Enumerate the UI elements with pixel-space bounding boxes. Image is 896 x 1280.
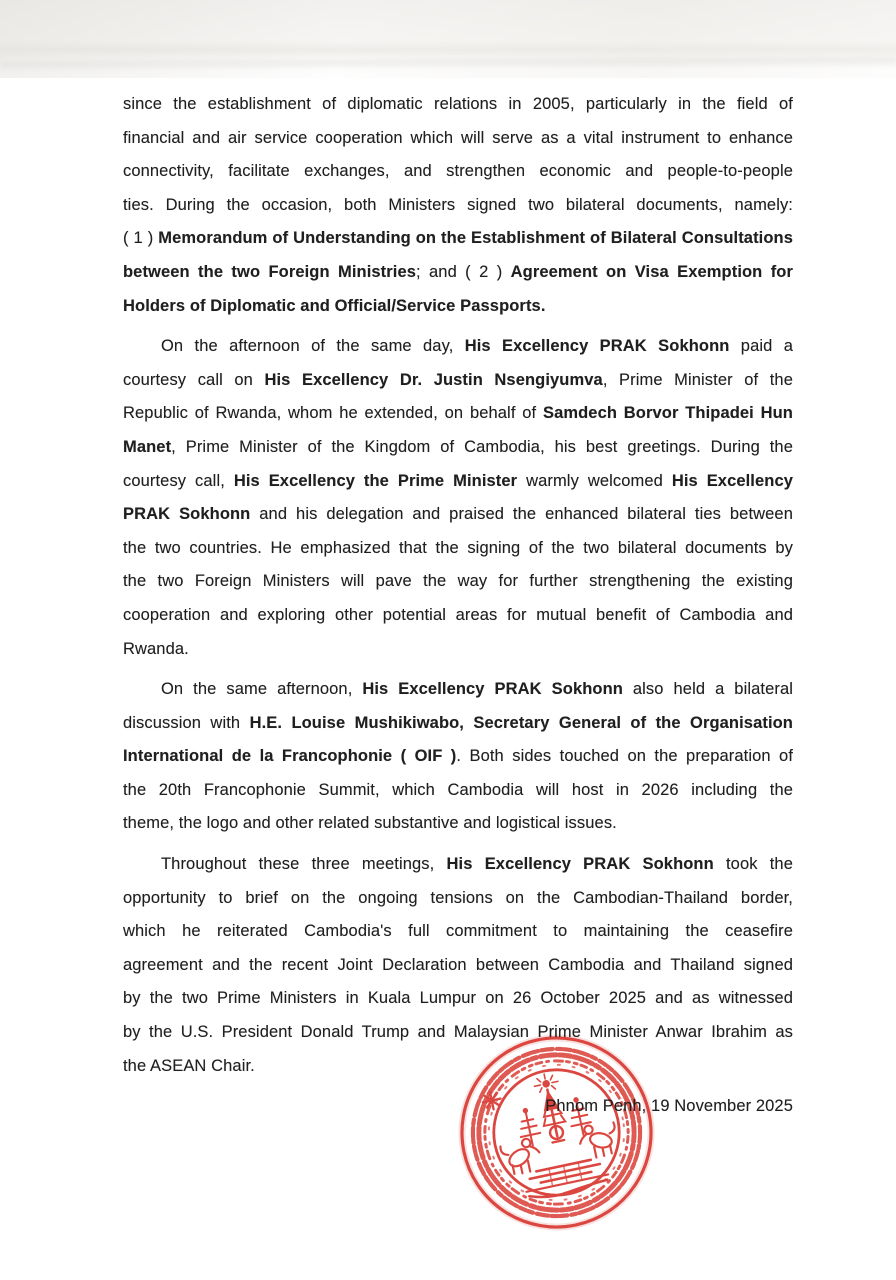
text-line — [123, 189, 793, 223]
body-text: the two Foreign Ministers will pave the way for further strengthening the existing — [123, 572, 793, 591]
body-text: theme, the logo and other related substantive and logistical issues. — [123, 814, 617, 833]
text-line — [123, 155, 793, 189]
body-text: , Prime Minister of the Kingdom of Cambodia, his best greetings. During the — [171, 437, 793, 456]
body-text: On the afternoon of the same day, — [161, 337, 465, 356]
text-line — [123, 673, 793, 707]
body-text: Republic of Rwanda, whom he extended, on behalf of — [123, 404, 543, 423]
body-text: Rwanda. — [123, 639, 189, 658]
body-text: On the same afternoon, — [161, 680, 363, 699]
body-text: since the establishment of diplomatic relations in 2005, particularly in the field of — [123, 95, 793, 113]
text-line — [123, 364, 793, 398]
text-line — [123, 982, 793, 1016]
dateline: Phnom Penh, 19 November 2025 — [545, 1097, 793, 1116]
body-text: and his delegation and praised the enhanced bilateral ties between — [250, 505, 793, 524]
body-text: . Both sides touched on the preparation of — [456, 747, 793, 766]
text-line — [123, 707, 793, 741]
body-text: financial and air service cooperation which will serve as a vital instrument to enhance — [123, 128, 793, 147]
body-text: paid a — [729, 337, 793, 356]
bold-text: International de la Francophonie ( OIF ) — [123, 747, 457, 766]
text-line — [123, 88, 793, 122]
bold-text: PRAK Sokhonn — [123, 505, 251, 524]
text-line — [123, 397, 793, 431]
body-text: the 20th Francophonie Summit, which Cambodia will host in 2026 including the — [123, 780, 793, 799]
paragraph — [123, 848, 793, 1083]
body-text: by the two Prime Ministers in Kuala Lumpur on 26 October 2025 and as witnessed — [123, 989, 793, 1008]
bold-text: Memorandum of Understanding on the Establishment of Bilateral Consultations — [158, 229, 793, 248]
bold-text: between the two Foreign Ministries — [123, 262, 417, 281]
bold-text: Manet — [123, 437, 172, 456]
bold-text: Samdech Borvor Thipadei Hun — [542, 404, 793, 423]
text-line — [123, 431, 793, 465]
text-line — [123, 882, 793, 916]
body-text: connectivity, facilitate exchanges, and strengthen economic and people-to-people — [123, 162, 793, 181]
bold-text: His Excellency PRAK Sokhonn — [362, 680, 623, 699]
body-text: by the U.S. President Donald Trump and Malaysian Prime Minister Anwar Ibrahim as — [123, 1023, 793, 1042]
body-text: discussion with — [123, 713, 250, 732]
bold-text: Holders of Diplomatic and Official/Service Passports. — [123, 296, 546, 315]
document-body — [123, 88, 793, 1124]
body-text: opportunity to brief on the ongoing tensions on the Cambodian-Thailand border, — [123, 888, 793, 907]
text-line — [123, 1050, 793, 1084]
body-text: took the — [713, 855, 793, 874]
bold-text: His Excellency — [671, 471, 793, 490]
text-line — [123, 498, 793, 532]
bold-text: His Excellency PRAK Sokhonn — [446, 855, 714, 874]
lion-right-icon — [577, 1120, 620, 1160]
body-text: cooperation and exploring other potential areas for mutual benefit of Cambodia and — [123, 605, 793, 624]
text-line — [123, 740, 793, 774]
text-line — [123, 330, 793, 364]
text-line — [123, 949, 793, 983]
paragraph — [123, 673, 793, 841]
text-line — [123, 633, 793, 667]
text-line — [123, 807, 793, 841]
body-text: ; and ( 2 ) — [416, 262, 511, 281]
body-text: which he reiterated Cambodia's full commitment to maintaining the ceasefire — [123, 922, 793, 941]
text-line — [123, 122, 793, 156]
bold-text: H.E. Louise Mushikiwabo, Secretary General of the Organisation — [249, 713, 793, 732]
body-text: agreement and the recent Joint Declaration between Cambodia and Thailand signed — [123, 955, 793, 974]
body-text: , Prime Minister of the — [602, 370, 793, 389]
text-line — [123, 915, 793, 949]
text-line — [123, 1016, 793, 1050]
body-text: Throughout these three meetings, — [161, 855, 447, 874]
body-text: the ASEAN Chair. — [123, 1056, 255, 1075]
body-text: courtesy call on — [123, 370, 265, 389]
text-line — [123, 774, 793, 808]
bold-text: Agreement on Visa Exemption for — [510, 262, 793, 281]
paragraph — [123, 330, 793, 666]
text-line — [123, 290, 793, 324]
paragraph — [123, 88, 793, 323]
bold-text: His Excellency Dr. Justin Nsengiyumva — [264, 370, 603, 389]
bold-text: His Excellency PRAK Sokhonn — [464, 337, 730, 356]
body-text: ties. During the occasion, both Ministers signed two bilateral documents, namely: — [123, 195, 793, 214]
body-text: warmly welcomed — [517, 471, 672, 490]
body-text: ( 1 ) — [123, 229, 159, 248]
text-line — [123, 848, 793, 882]
body-text: courtesy call, — [123, 471, 234, 490]
text-line — [123, 222, 793, 256]
text-line — [123, 256, 793, 290]
body-text: the two countries. He emphasized that the signing of the two bilateral documents by — [123, 538, 793, 557]
text-line — [123, 565, 793, 599]
bold-text: His Excellency the Prime Minister — [233, 471, 518, 490]
text-line — [123, 599, 793, 633]
text-line — [123, 532, 793, 566]
text-line — [123, 465, 793, 499]
body-text: also held a bilateral — [622, 680, 793, 699]
